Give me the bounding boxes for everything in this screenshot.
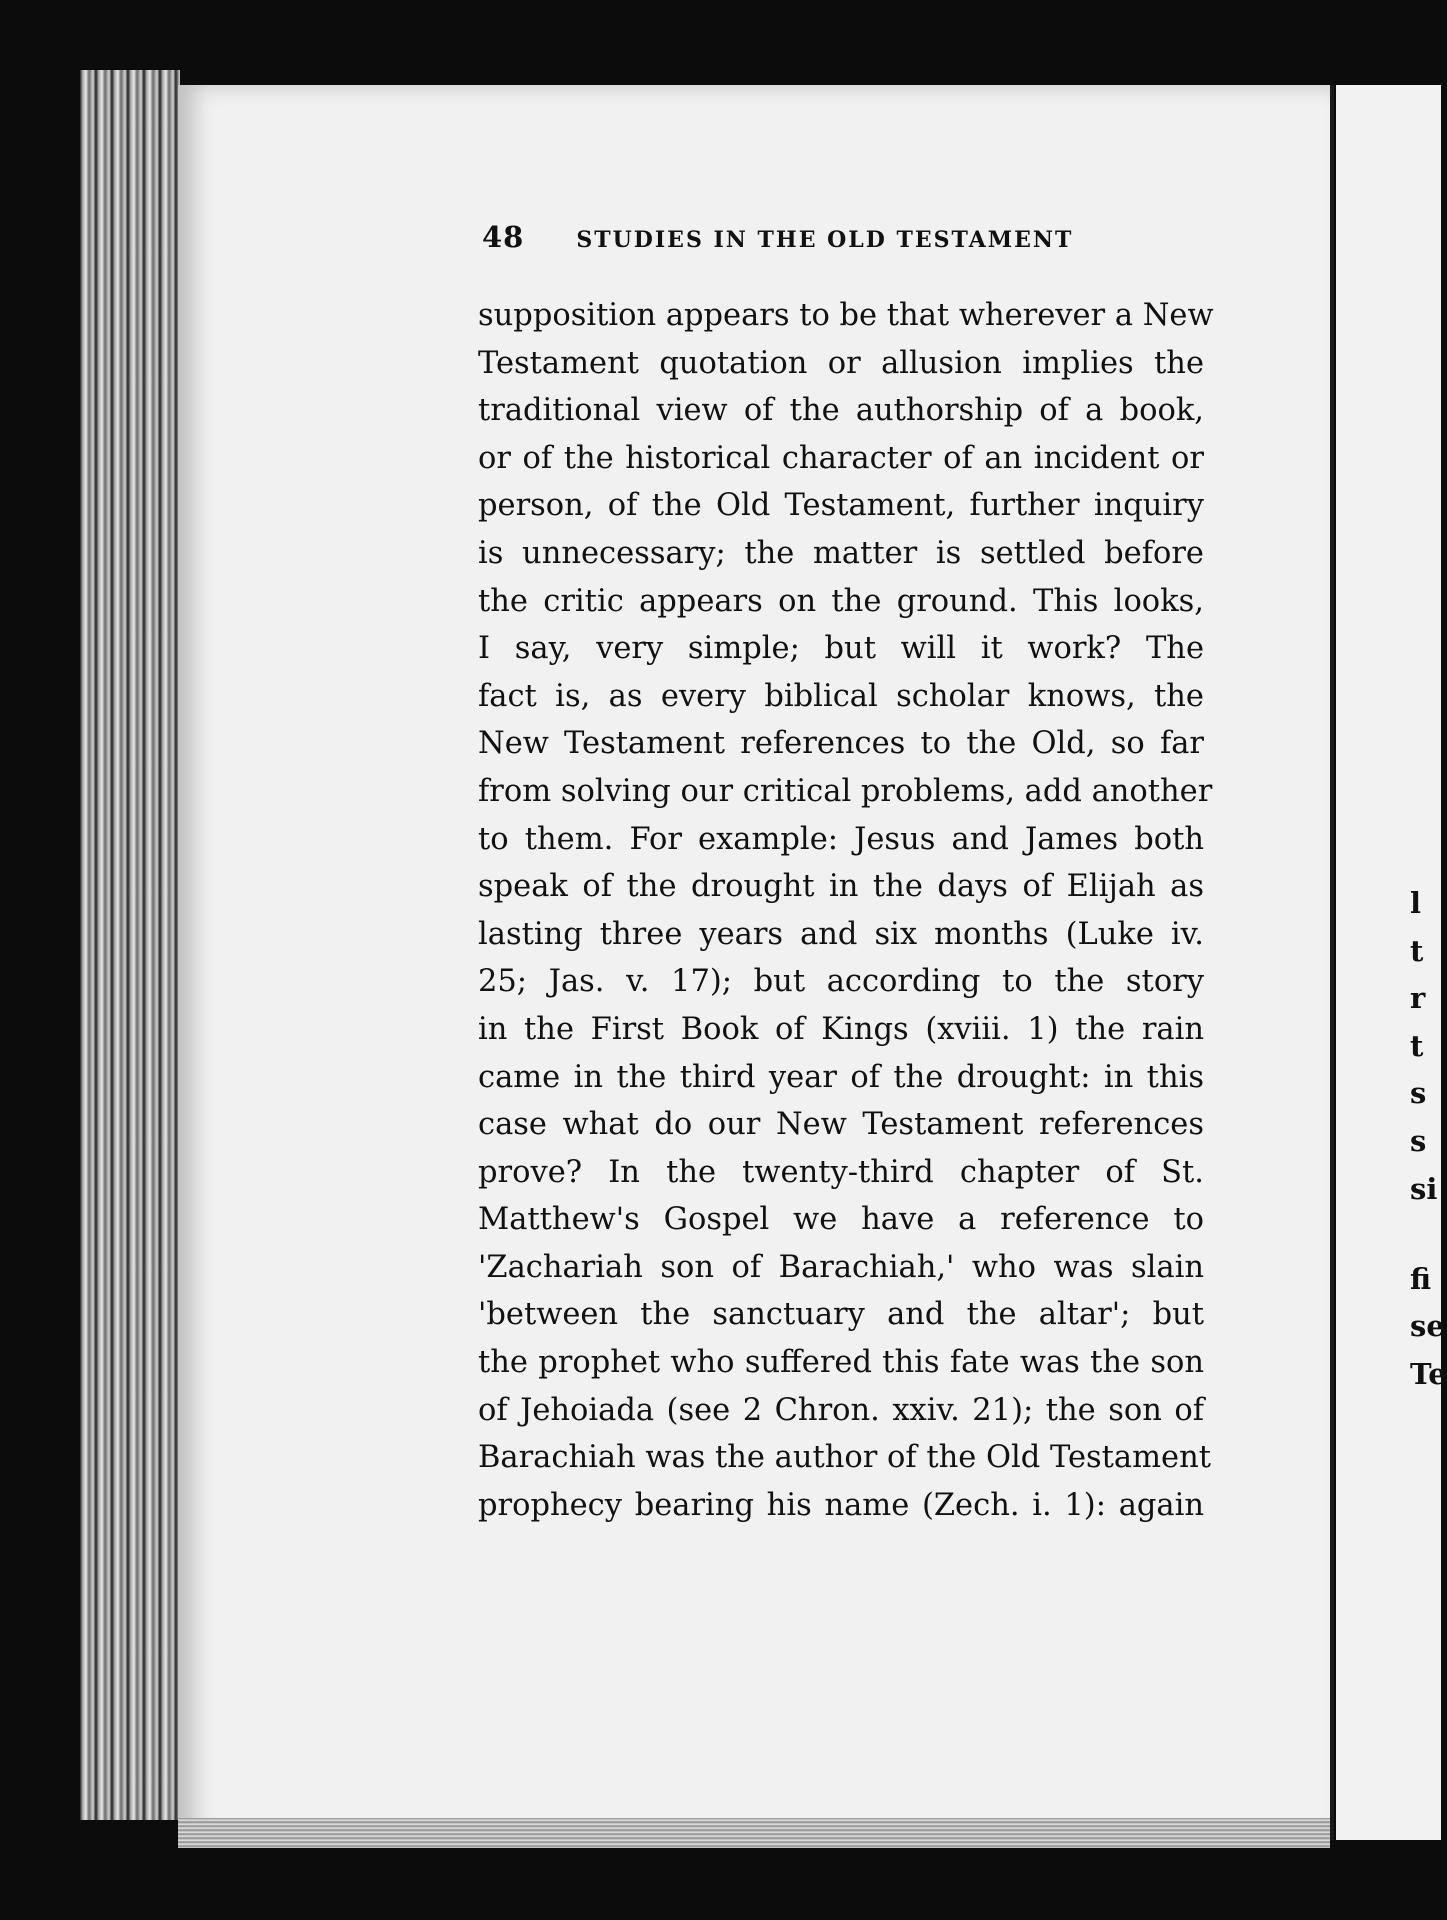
text-line: New Testament references to the Old, so far (478, 726, 1204, 762)
text-line: is unnecessary; the matter is settled before (478, 535, 1204, 571)
facing-text-fragment: t (1410, 1028, 1424, 1063)
text-line: Matthew's Gospel we have a reference to (478, 1202, 1204, 1238)
text-line: lasting three years and six months (Luke iv. (478, 916, 1204, 952)
text-line: Testament quotation or allusion implies the (478, 345, 1204, 381)
facing-text-fragment: r (1410, 981, 1426, 1016)
facing-text-fragment: l (1410, 886, 1422, 920)
body-text (478, 292, 1214, 1529)
facing-text-fragment: t (1410, 933, 1424, 968)
facing-text-fragment: s (1410, 1123, 1427, 1158)
text-line: of Jehoiada (see 2 Chron. xxiv. 21); the son of (478, 1392, 1204, 1428)
facing-text-fragment: se (1410, 1309, 1445, 1344)
text-line: the prophet who suffered this fate was the son (478, 1345, 1204, 1381)
text-line: the critic appears on the ground. This looks, (478, 583, 1204, 619)
facing-text-fragment: fi (1410, 1261, 1432, 1296)
text-line: person, of the Old Testament, further inquiry (478, 488, 1204, 524)
text-line: Barachiah was the author of the Old Testament (478, 1440, 1211, 1476)
text-line: supposition appears to be that wherever a New (478, 298, 1214, 333)
text-line: speak of the drought in the days of Elijah as (478, 869, 1204, 905)
text-line: fact is, as every biblical scholar knows, the (478, 678, 1204, 714)
running-head: STUDIES IN THE OLD TESTAMENT (576, 227, 1074, 253)
page-number: 48 (482, 220, 525, 254)
book-spine (80, 70, 180, 1820)
text-line: from solving our critical problems, add another (478, 773, 1213, 809)
page-edges (178, 1818, 1330, 1848)
text-line: prophecy bearing his name (Zech. i. 1): again (478, 1487, 1204, 1523)
text-line: traditional view of the authorship of a book, (478, 393, 1204, 429)
text-line: prove? In the twenty-third chapter of St. (478, 1154, 1204, 1190)
facing-page-text (1410, 880, 1447, 1441)
facing-text-fragment: Te (1410, 1356, 1447, 1391)
page-header (482, 220, 1102, 260)
text-line: or of the historical character of an incident or (478, 440, 1204, 476)
text-line: 'Zachariah son of Barachiah,' who was slain (478, 1249, 1204, 1285)
text-line: came in the third year of the drought: in this (478, 1059, 1204, 1095)
text-line: in the First Book of Kings (xviii. 1) the rain (478, 1011, 1204, 1047)
text-line: I say, very simple; but will it work? The (478, 631, 1204, 667)
facing-text-fragment: si (1410, 1171, 1438, 1206)
facing-text-fragment: s (1410, 1076, 1427, 1111)
text-line: 'between the sanctuary and the altar'; but (478, 1297, 1204, 1333)
text-line: 25; Jas. v. 17); but according to the story (478, 964, 1204, 1000)
text-line: case what do our New Testament references (478, 1107, 1204, 1143)
text-line: to them. For example: Jesus and James both (478, 821, 1204, 857)
